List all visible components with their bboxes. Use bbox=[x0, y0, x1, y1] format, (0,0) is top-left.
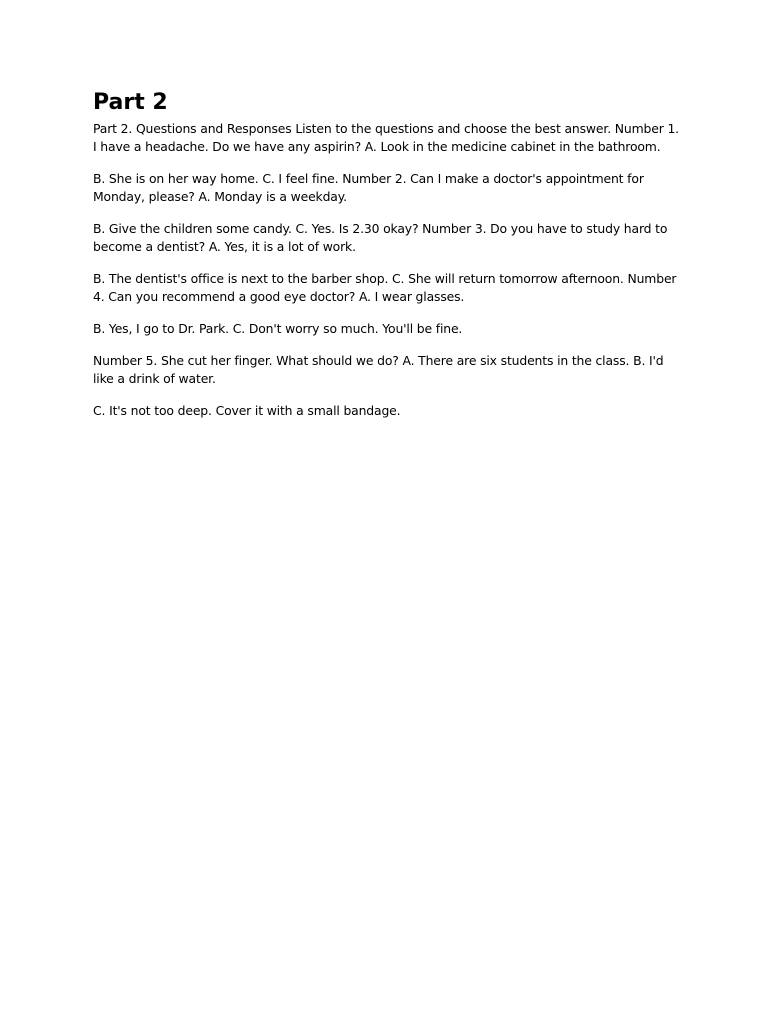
paragraph-4: B. The dentist's office is next to the barber shop. C. She will return tomorrow afternoon. Number 4. Can you recommend a good eye doctor? A. I wear glasses. bbox=[93, 271, 677, 304]
paragraph-1: Part 2. Questions and Responses Listen to the questions and choose the best answer. Number 1. I have a headache. Do we have any aspirin? A. Look in the medicine cabinet in the bathroom. bbox=[93, 121, 679, 154]
paragraph-2: B. She is on her way home. C. I feel fine. Number 2. Can I make a doctor's appointment for Monday, please? A. Monday is a weekday. bbox=[93, 171, 644, 204]
paragraph-3: B. Give the children some candy. C. Yes. Is 2.30 okay? Number 3. Do you have to study hard to become a dentist? A. Yes, it is a lot of work. bbox=[93, 221, 668, 254]
document-page bbox=[93, 88, 683, 434]
paragraph-7: C. It's not too deep. Cover it with a small bandage. bbox=[93, 403, 401, 418]
document-title: Part 2 bbox=[93, 90, 168, 115]
paragraph-6: Number 5. She cut her finger. What should we do? A. There are six students in the class. B. I'd like a drink of water. bbox=[93, 353, 664, 386]
paragraph-5: B. Yes, I go to Dr. Park. C. Don't worry so much. You'll be fine. bbox=[93, 321, 463, 336]
